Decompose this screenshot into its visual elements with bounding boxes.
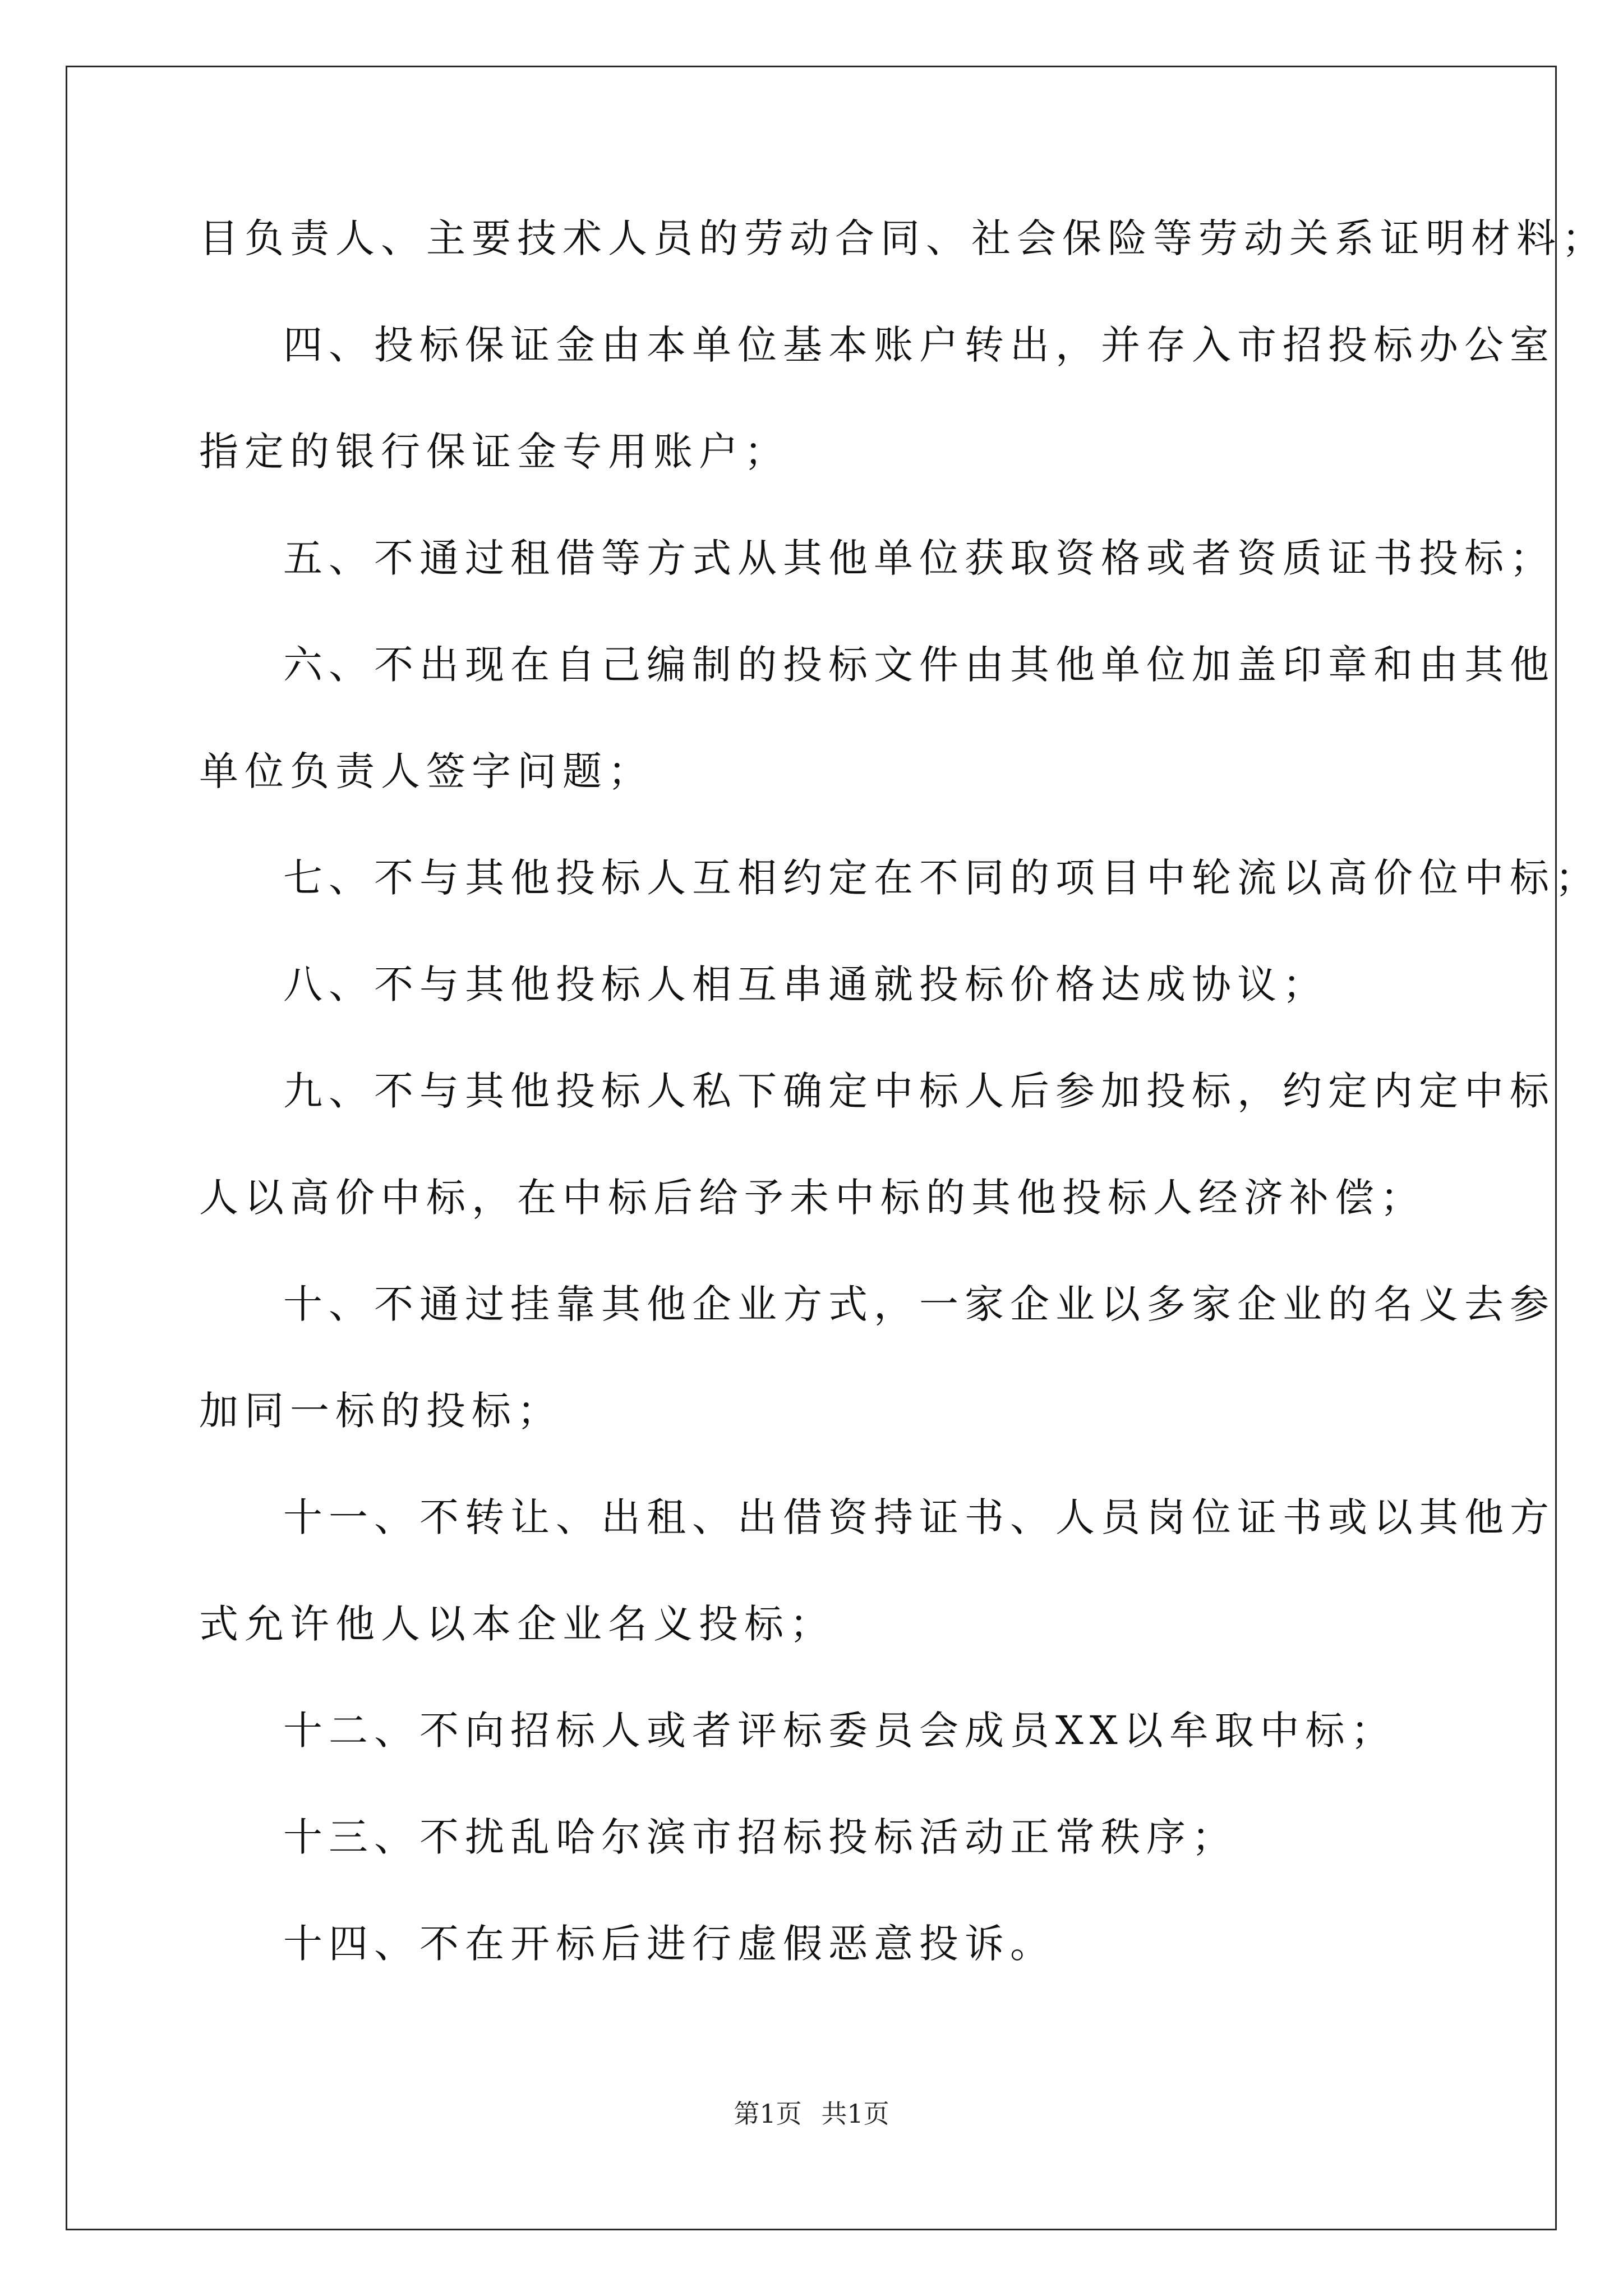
paragraph-line: 十二、不向招标人或者评标委员会成员XX以牟取中标； [283,1708,1396,1754]
paragraph-line: 四、投标保证金由本单位基本账户转出，并存入市招投标办公室 [283,322,1555,368]
paragraph-line: 十三、不扰乱哈尔滨市招标投标活动正常秩序； [283,1814,1237,1860]
paragraph-line: 单位负责人签字问题； [199,748,653,794]
paragraph-line: 指定的银行保证金专用账户； [199,429,790,475]
paragraph-line: 加同一标的投标； [199,1388,562,1434]
paragraph-line: 式允许他人以本企业名义投标； [199,1601,835,1647]
page-number: 第1页 [734,2099,802,2129]
paragraph-line: 十、不通过挂靠其他企业方式，一家企业以多家企业的名义去参 [283,1281,1555,1327]
paragraph-line: 五、不通过租借等方式从其他单位获取资格或者资质证书投标； [283,535,1555,581]
paragraph-line: 十四、不在开标后进行虚假恶意投诉。 [283,1921,1055,1967]
paragraph-line: 八、不与其他投标人相互串通就投标价格达成协议； [283,961,1328,1007]
paragraph-line: 六、不出现在自己编制的投标文件由其他单位加盖印章和由其他 [283,642,1555,688]
paragraph-line: 十一、不转让、出租、出借资持证书、人员岗位证书或以其他方 [283,1494,1555,1540]
paragraph-line: 九、不与其他投标人私下确定中标人后参加投标，约定内定中标 [283,1068,1555,1114]
page-border [66,66,1557,2230]
paragraph-line: 七、不与其他投标人互相约定在不同的项目中轮流以高价位中标； [283,855,1601,901]
page-footer [0,2097,1623,2131]
page-total: 共1页 [821,2099,889,2129]
paragraph-line: 目负责人、主要技术人员的劳动合同、社会保险等劳动关系证明材料； [199,215,1607,261]
paragraph-line: 人以高价中标，在中标后给予未中标的其他投标人经济补偿； [199,1175,1426,1221]
